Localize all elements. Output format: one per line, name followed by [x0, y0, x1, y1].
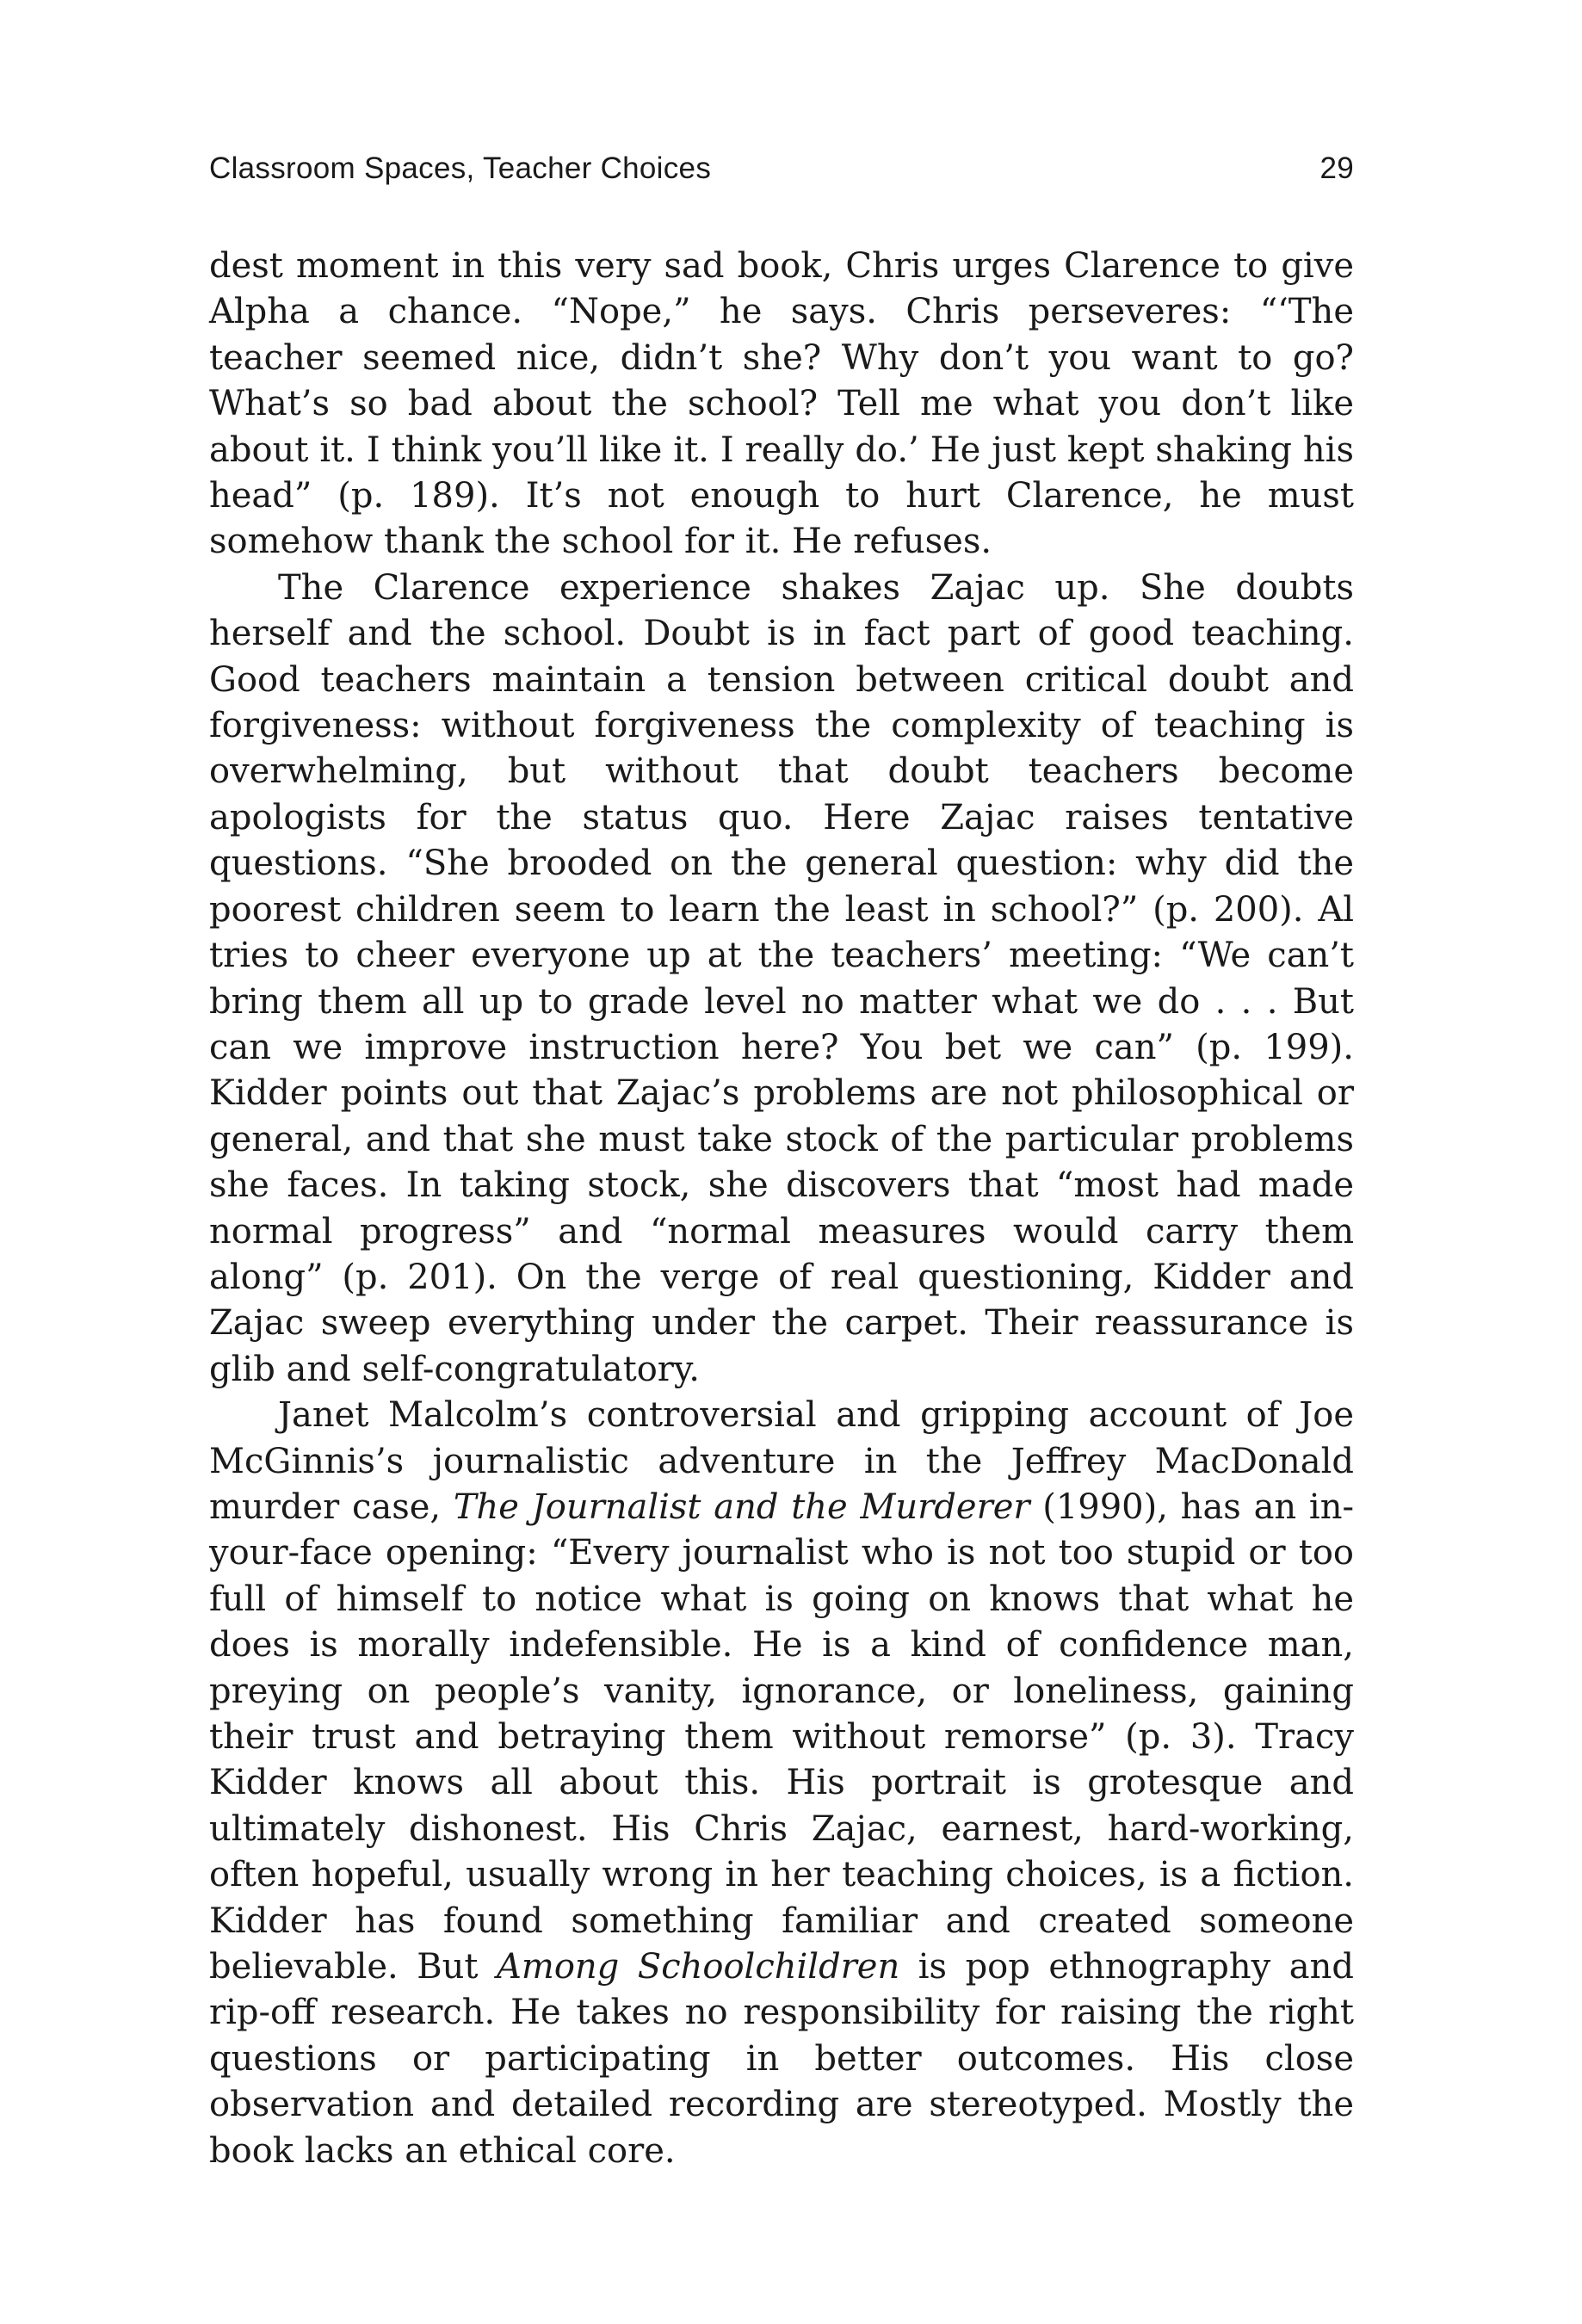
- book-title: Among Schoolchildren: [497, 1947, 900, 1987]
- running-head: [209, 151, 1354, 195]
- paragraph-text: is pop ethnography and rip-off research. He takes no responsibility for raising the right questions or participating in better outcomes. His close observation and detailed recording are stereotyped. Mostly the book lacks an ethical core.: [209, 1947, 1354, 2171]
- chapter-title: Classroom Spaces, Teacher Choices: [209, 151, 712, 185]
- paragraph-text: (1990), has an in-your-face opening: “Every journalist who is not too stupid or too full of himself to notice what is going on knows that what he does is morally indefensible. He is a kind of confidence man, preying on people’s vanity, ignorance, or loneliness, gaining their trust and betraying them without remorse” (p. 3). Tracy Kidder knows all about this. His portrait is grotesque and ultimately dishonest. His Chris Zajac, earnest, hard-working, often hopeful, usually wrong in her teaching choices, is a fiction. Kidder has found something familiar and created someone believable. But: [209, 1486, 1354, 1987]
- body-text: [209, 244, 1354, 2174]
- paragraph-text: Janet Malcolm’s controversial and gripping account of Joe McGinnis’s journalistic adventure in the Jeffrey MacDonald murder case,: [209, 1395, 1354, 1527]
- book-title: The Journalist and the Murderer: [453, 1486, 1030, 1527]
- page-number: 29: [1319, 151, 1354, 185]
- paragraph: The Clarence experience shakes Zajac up. She doubts herself and the school. Doubt is in fact part of good teaching. Good teachers maintain a tension between critical doubt and forgiveness: without forgiveness the complexity of teaching is overwhelming, but without that doubt teachers become apologists for the status quo. Here Zajac raises tentative questions. “She brooded on the general question: why did the poorest children seem to learn the least in school?” (p. 200). Al tries to cheer everyone up at the teachers’ meeting: “We can’t bring them all up to grade level no matter what we do . . . But can we improve instruction here? You bet we can” (p. 199). Kidder points out that Zajac’s problems are not philosophical or general, and that she must take stock of the particular problems she faces. In taking stock, she discovers that “most had made normal progress” and “normal measures would carry them along” (p. 201). On the verge of real questioning, Kidder and Zajac sweep everything under the carpet. Their reassurance is glib and self-congratulatory.: [209, 567, 1354, 1389]
- paragraph: dest moment in this very sad book, Chris urges Clarence to give Alpha a chance. “Nope,” he says. Chris perseveres: “‘The teacher seemed nice, didn’t she? Why don’t you want to go? What’s so bad about the school? Tell me what you don’t like about it. I think you’ll like it. I really do.’ He just kept shaking his head” (p. 189). It’s not enough to hurt Clarence, he must somehow thank the school for it. He refuses.: [209, 246, 1354, 562]
- paragraph: [209, 1393, 1354, 2174]
